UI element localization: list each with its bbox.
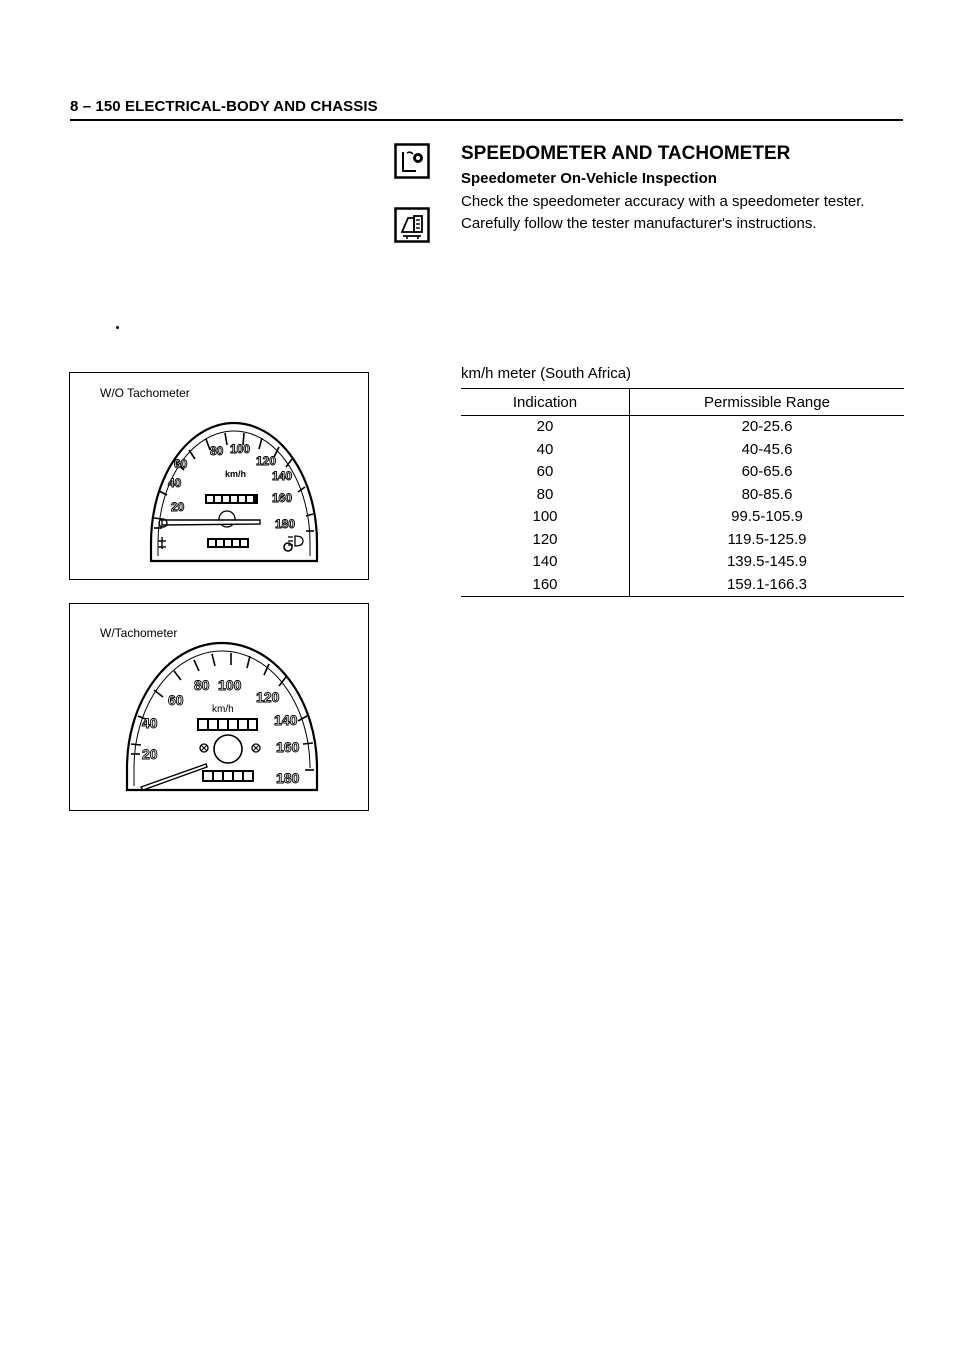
figure-label: W/O Tachometer: [100, 386, 190, 400]
unit-label: km/h: [225, 469, 247, 479]
scale-label: 180: [275, 517, 296, 531]
header-rule: [70, 119, 903, 121]
indication-cell: 100: [461, 506, 630, 529]
trip-odometer-icon: [207, 538, 249, 548]
scale-label: 20: [142, 746, 158, 762]
scale-label: 160: [276, 739, 300, 755]
scale-label: 80: [210, 444, 224, 458]
page-header: 8 – 150 ELECTRICAL-BODY AND CHASSIS: [70, 98, 378, 115]
scale-label: 140: [272, 469, 293, 483]
section-subtitle: Speedometer On-Vehicle Inspection: [461, 170, 717, 187]
range-cell: 139.5-145.9: [726, 553, 808, 571]
indication-cell: 140: [461, 551, 630, 574]
table-row: [461, 574, 904, 597]
scale-label: 40: [168, 476, 182, 490]
range-cell: 159.1-166.3: [630, 574, 905, 597]
scale-label: 20: [171, 500, 185, 514]
indication-cell: 80: [461, 484, 630, 507]
range-cell: 80-85.6: [741, 485, 793, 503]
range-cell: 60-65.6: [741, 463, 793, 481]
table-row: [461, 484, 904, 507]
speedometer-drawing-1: [70, 373, 370, 581]
table-row: [461, 506, 904, 529]
scale-label: 40: [142, 715, 158, 731]
range-cell: 40-45.6: [741, 440, 793, 458]
odometer-icon: [197, 718, 258, 731]
table-header-row: [461, 389, 904, 416]
scale-label: 180: [276, 770, 300, 786]
table-caption: km/h meter (South Africa): [461, 365, 632, 382]
trip-odometer-icon: [202, 770, 254, 782]
figure-with-tachometer: [69, 603, 369, 811]
speedometer-spec-table: [461, 388, 904, 597]
table-row: [461, 439, 904, 462]
scale-label: 120: [256, 689, 280, 705]
scale-label: 120: [256, 454, 277, 468]
indication-cell: 40: [461, 439, 630, 462]
body-text-line: Carefully follow the tester manufacturer's instructions.: [461, 215, 817, 232]
table-row: [461, 461, 904, 484]
column-header: Permissible Range: [630, 389, 905, 416]
range-cell: 99.5-105.9: [731, 508, 803, 526]
reset-knob-icon: [214, 735, 242, 763]
odometer-icon: [205, 494, 258, 504]
range-cell: 119.5-125.9: [727, 530, 807, 548]
indication-cell: 20: [461, 416, 630, 439]
indication-cell: 160: [461, 574, 630, 597]
inspect-icon: [394, 143, 430, 179]
range-cell: 20-25.6: [741, 418, 793, 436]
scale-label: 100: [230, 442, 251, 456]
scale-label: 60: [168, 692, 184, 708]
unit-label: km/h: [212, 704, 234, 715]
indication-cell: 120: [461, 529, 630, 552]
tester-icon: [394, 207, 430, 243]
indication-cell: 60: [461, 461, 630, 484]
figure-label: W/Tachometer: [100, 626, 178, 640]
section-title: SPEEDOMETER AND TACHOMETER: [461, 143, 791, 164]
scale-label: 60: [174, 457, 188, 471]
table-row: [461, 551, 904, 574]
column-header: Indication: [461, 389, 630, 416]
scale-label: 140: [274, 712, 298, 728]
speed-needle: [162, 520, 260, 525]
figure-without-tachometer: [69, 372, 369, 580]
scale-label: 100: [218, 677, 242, 693]
speedometer-drawing-2: [70, 604, 370, 812]
table-row: [461, 416, 904, 439]
table-row: [461, 529, 904, 552]
stray-dot: [116, 326, 119, 329]
body-text-line: Check the speedometer accuracy with a speedometer tester.: [461, 193, 865, 210]
scale-label: 80: [194, 677, 210, 693]
scale-label: 160: [272, 491, 293, 505]
